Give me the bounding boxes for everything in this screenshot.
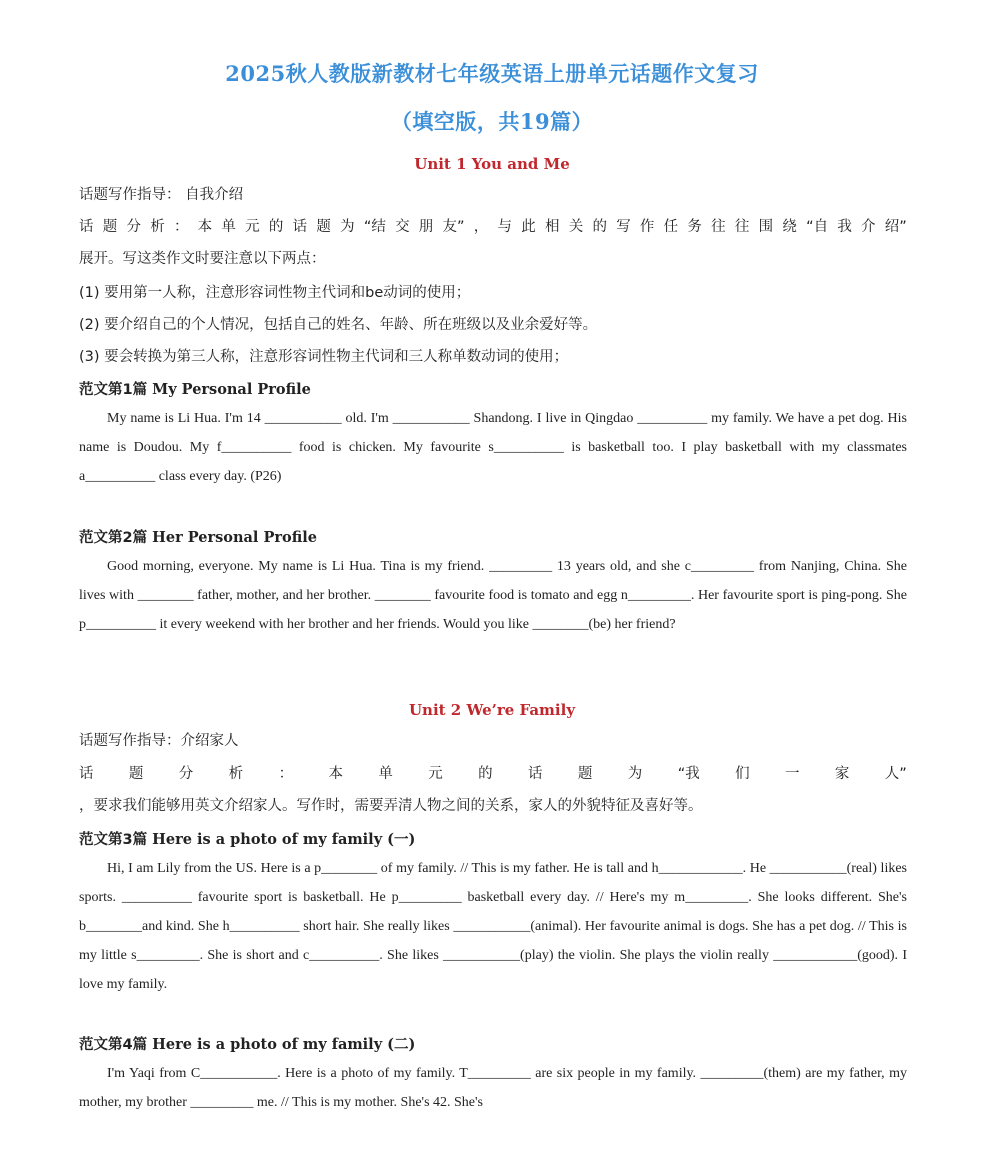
unit1-analysis-char: “结 — [363, 219, 386, 235]
unit2-analysis-char: 分 — [178, 766, 194, 782]
essay1-text: My name is Li Hua. I'm 14 ___________ old. I'm ___________ Shandong. I live in Qingdao __________ my family. We have a pet dog. His name is Doudou. My f__________ food is chicken. My favourite s__________ is basketball too. I play basketball with my classmates a__________ class every day. (P26) — [79, 411, 907, 484]
essay4-title-en: Here is a photo of my family (二) — [152, 1036, 416, 1053]
unit1-analysis-char: 朋 — [418, 219, 434, 235]
unit1-guide: 话题写作指导： 自我介绍 — [79, 187, 244, 203]
unit1-analysis-char: 的 — [592, 219, 607, 235]
unit2-analysis-char: 本 — [328, 766, 343, 782]
unit1-analysis-char: 话 — [292, 219, 308, 235]
unit2-analysis-char: 题 — [577, 766, 593, 782]
unit2-analysis-char: 元 — [428, 766, 443, 782]
unit2-analysis-char: ： — [278, 766, 294, 782]
unit1-analysis-char: 友” — [442, 219, 465, 235]
unit1-analysis-char: 往 — [711, 219, 726, 235]
unit1-analysis-char: 为 — [340, 219, 355, 235]
unit1-analysis-char: 围 — [758, 219, 774, 235]
unit2-analysis-line1 — [79, 762, 907, 783]
unit1-analysis-char: 往 — [734, 219, 750, 235]
unit2-analysis-char: 家 — [834, 766, 850, 782]
unit1-analysis-char: 绍” — [884, 219, 907, 235]
unit2-analysis-char: 单 — [378, 766, 393, 782]
unit1-analysis-char: 务 — [687, 219, 702, 235]
essay1-title-en: My Personal Profile — [152, 381, 311, 398]
unit2-analysis-line2: ，要求我们能够用英文介绍家人。写作时，需要弄清人物之间的关系，家人的外貌特征及喜好等。 — [79, 798, 703, 814]
essay2-title-en: Her Personal Profile — [152, 529, 317, 546]
unit1-analysis-char: 元 — [245, 219, 260, 235]
unit1-analysis-char: 分 — [126, 219, 141, 235]
unit2-analysis-char: 的 — [478, 766, 493, 782]
unit1-analysis-char: 任 — [663, 219, 679, 235]
unit1-point-2: (2) 要介绍自己的个人情况，包括自己的姓名、年龄、所在班级以及业余爱好等。 — [79, 317, 598, 333]
unit1-analysis-char: 此 — [521, 219, 536, 235]
document-subtitle: （填空版，共19篇） — [390, 109, 594, 134]
unit2-analysis-char: 人” — [884, 766, 907, 782]
unit2-analysis-char: 话 — [79, 766, 94, 782]
unit2-heading: Unit 2 We’re Family — [408, 701, 576, 719]
unit1-analysis-char: 题 — [102, 219, 118, 235]
essay2-title-cn: 范文第2篇 — [79, 530, 148, 546]
unit1-analysis-line2: 展开。写这类作文时要注意以下两点： — [79, 251, 326, 267]
essay2-text: Good morning, everyone. My name is Li Hua. Tina is my friend. _________ 13 years old, and she c_________ from Nanjing, China. She lives with ________ father, mother, and her brother. ________ favourite food is tomato and egg n_________. Her favourite sport is ping-pong. She p__________ it every weekend with her brother and her friends. Would you like ________(be) her friend? — [79, 559, 907, 632]
unit1-heading: Unit 1 You and Me — [414, 155, 570, 173]
essay1-title-cn: 范文第1篇 — [79, 382, 148, 398]
essay3-title — [79, 828, 415, 849]
unit1-analysis-char: 我 — [837, 219, 852, 235]
unit1-analysis-char: 关 — [568, 219, 584, 235]
unit1-analysis-char: 作 — [639, 219, 655, 235]
unit1-analysis-line1 — [79, 215, 907, 236]
unit1-analysis-char: 介 — [861, 219, 876, 235]
essay3-title-cn: 范文第3篇 — [79, 832, 148, 848]
unit1-analysis-char: 写 — [616, 219, 631, 235]
unit1-analysis-char: ： — [173, 219, 189, 235]
unit1-analysis-char: 题 — [316, 219, 331, 235]
essay4-title-cn: 范文第4篇 — [79, 1037, 148, 1053]
unit1-analysis-char: ， — [473, 219, 489, 235]
essay4-title — [79, 1033, 415, 1054]
unit1-analysis-char: 与 — [497, 219, 513, 235]
unit1-point-1: (1) 要用第一人称，注意形容词性物主代词和be动词的使用； — [79, 285, 471, 301]
unit1-analysis-char: “自 — [806, 219, 829, 235]
essay4-text: I'm Yaqi from C___________. Here is a photo of my family. T_________ are six people in my family. _________(them) are my father, my mother, my brother _________ me. // This is my mother. She's 42. She's — [79, 1066, 907, 1110]
unit2-guide: 话题写作指导：介绍家人 — [79, 733, 239, 749]
unit1-analysis-char: 的 — [268, 219, 284, 235]
essay3-text: Hi, I am Lily from the US. Here is a p________ of my family. // This is my father. He is tall and h____________. He ___________(real) likes sports. __________ favourite sport is basketball. He p_________ basketball every day. // Here's my m_________. She looks different. She's b________and kind. She h__________ short hair. She really likes ___________(animal). Her favourite animal is dogs. She has a pet dog. // This is my little s_________. She is short and c__________. She likes ___________(play) the violin. She plays the violin really ____________(good). I love my family. — [79, 861, 907, 992]
document-title: 2025秋人教版新教材七年级英语上册单元话题作文复习 — [225, 61, 759, 86]
unit1-analysis-char: 析 — [150, 219, 165, 235]
unit1-analysis-char: 本 — [197, 219, 213, 235]
unit2-analysis-char: 话 — [528, 766, 543, 782]
essay2-title — [79, 526, 317, 547]
unit1-analysis-char: 单 — [221, 219, 236, 235]
unit2-analysis-char: “我 — [677, 766, 700, 782]
essay1-title — [79, 378, 311, 399]
unit1-analysis-char: 绕 — [782, 219, 797, 235]
unit2-analysis-char: 们 — [735, 766, 750, 782]
unit1-analysis-char: 交 — [395, 219, 410, 235]
unit2-analysis-char: 一 — [784, 766, 800, 782]
unit1-point-3: (3) 要会转换为第三人称，注意形容词性物主代词和三人称单数动词的使用； — [79, 349, 569, 365]
unit1-analysis-char: 相 — [544, 219, 560, 235]
unit2-analysis-char: 析 — [228, 766, 244, 782]
unit2-analysis-char: 为 — [627, 766, 643, 782]
unit2-analysis-char: 题 — [128, 766, 144, 782]
essay3-title-en: Here is a photo of my family (一) — [152, 831, 416, 848]
unit1-analysis-char: 话 — [79, 219, 94, 235]
